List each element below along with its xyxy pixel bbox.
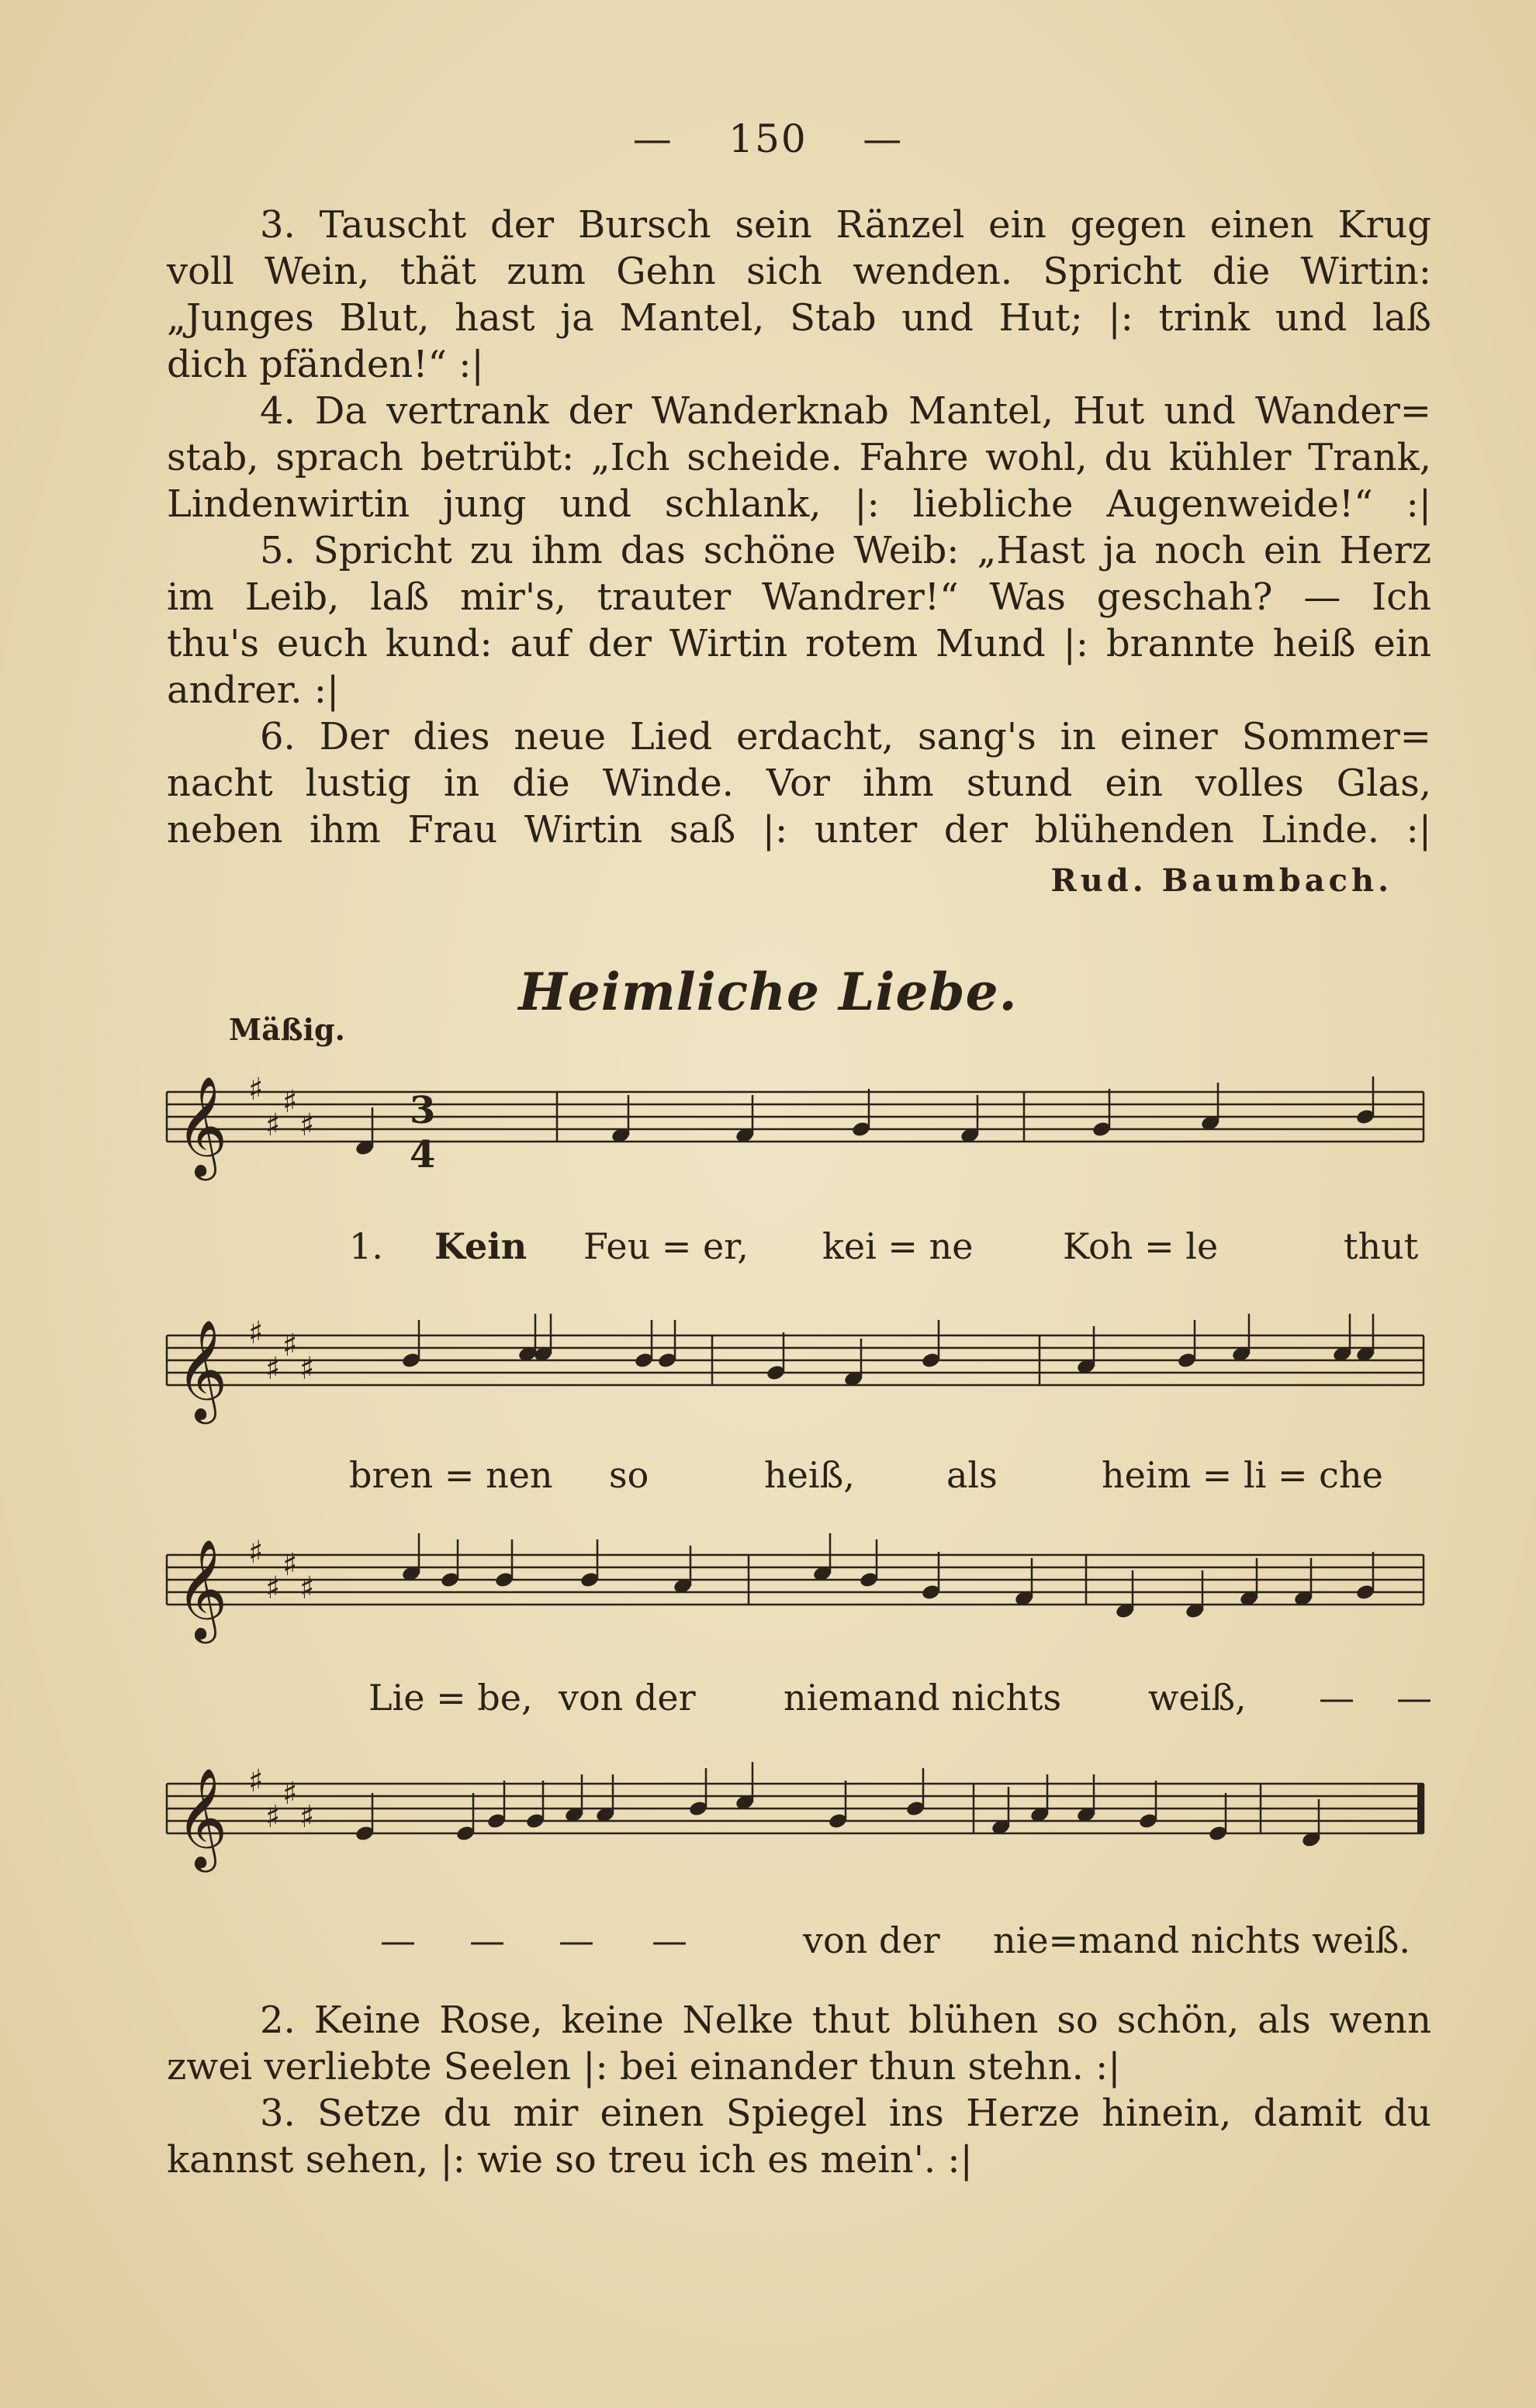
sharp-icon: ♯ (299, 1799, 315, 1835)
lyric-syllable: Koh = le (1063, 1225, 1219, 1267)
lyric-syllable: heiß, (764, 1454, 855, 1496)
verse-line: 6. Der dies neue Lied erdacht, sang's in einer Sommer= (260, 715, 1431, 758)
sharp-icon: ♯ (265, 1570, 281, 1606)
verse-line: andrer. :| (167, 669, 340, 712)
lyric-syllable: so (609, 1454, 649, 1496)
lyric-syllable: weiß, (1148, 1677, 1247, 1719)
treble-clef-icon: 𝄞 (176, 1539, 228, 1639)
verse-line: 4. Da vertrank der Wanderknab Mantel, Hut und Wander= (260, 389, 1431, 433)
verse-line: zwei verliebte Seelen |: bei einander thun stehn. :| (167, 2045, 1121, 2088)
page-number-value: 150 (728, 116, 808, 161)
verse-line: kannst sehen, |: wie so treu ich es mein'. :| (167, 2138, 973, 2182)
verse-line: „Junges Blut, hast ja Mantel, Stab und Hut; |: trink und laß (167, 296, 1431, 340)
tempo-marking: Mäßig. (229, 1012, 345, 1047)
lyric-syllable: Lie = be, (368, 1677, 533, 1719)
sharp-icon: ♯ (248, 1764, 264, 1799)
lyric-syllable: — (380, 1919, 416, 1961)
lyric-syllable: — (469, 1919, 505, 1961)
verse-line: 5. Spricht zu ihm das schöne Weib: „Hast ja noch ein Herz (260, 529, 1431, 572)
sharp-icon: ♯ (265, 1107, 281, 1143)
sharp-icon: ♯ (248, 1535, 264, 1570)
treble-clef-icon: 𝄞 (176, 1076, 228, 1176)
verse-line: stab, sprach betrübt: „Ich scheide. Fahre wohl, du kühler Trank, (167, 436, 1431, 479)
lyric-syllable: — (1396, 1677, 1432, 1719)
lyric-syllable: nie=mand nichts weiß. (993, 1919, 1410, 1961)
lyric-syllable: bren = nen (349, 1454, 553, 1496)
treble-clef-icon: 𝄞 (176, 1767, 228, 1868)
verse-line: 2. Keine Rose, keine Nelke thut blühen so schön, als wenn (260, 1999, 1431, 2042)
sharp-icon: ♯ (248, 1315, 264, 1351)
lyric-syllable: — (1319, 1677, 1354, 1719)
lyric-syllable: niemand nichts (784, 1677, 1062, 1719)
treble-clef-icon: 𝄞 (176, 1319, 228, 1420)
verse-line: 3. Setze du mir einen Spiegel ins Herze hinein, damit du (260, 2092, 1431, 2135)
sharp-icon: ♯ (282, 1084, 298, 1120)
time-signature-bottom: 4 (410, 1133, 436, 1176)
song-title: Heimliche Liebe. (518, 962, 1018, 1022)
sharp-icon: ♯ (299, 1107, 315, 1143)
lyric-syllable: thut (1344, 1225, 1419, 1267)
verse-line: neben ihm Frau Wirtin saß |: unter der blühenden Linde. :| (167, 808, 1431, 852)
lyric-syllable: — (652, 1919, 687, 1961)
sharp-icon: ♯ (282, 1328, 298, 1363)
sharp-icon: ♯ (299, 1351, 315, 1387)
lyric-syllable: heim = li = che (1102, 1454, 1383, 1496)
verse-line: thu's euch kund: auf der Wirtin rotem Mund |: brannte heiß ein (167, 622, 1431, 665)
lyric-syllable: — (559, 1919, 594, 1961)
lyric-syllable: Feu = er, (583, 1225, 749, 1267)
song-additional-verses (167, 1997, 1431, 2183)
page-number-dash-right: — (863, 116, 904, 161)
verse-line: Lindenwirtin jung und schlank, |: liebliche Augenweide!“ :| (167, 482, 1431, 526)
sharp-icon: ♯ (282, 1547, 298, 1583)
final-bar-line (1417, 1784, 1424, 1833)
verse-line: 3. Tauscht der Bursch sein Ränzel ein gegen einen Krug (260, 203, 1431, 247)
verse-line: voll Wein, thät zum Gehn sich wenden. Spricht die Wirtin: (167, 250, 1431, 293)
sharp-icon: ♯ (265, 1351, 281, 1387)
lyric-syllable: von der (803, 1919, 940, 1961)
lyric-syllable: Kein (434, 1225, 528, 1267)
verse-line: im Leib, laß mir's, trauter Wandrer!“ Was geschah? — Ich (167, 575, 1431, 619)
lyric-syllable: als (946, 1454, 998, 1496)
lyric-syllable: 1. (349, 1225, 383, 1267)
sharp-icon: ♯ (282, 1776, 298, 1812)
lyric-syllable: von der (559, 1677, 696, 1719)
sharp-icon: ♯ (248, 1072, 264, 1107)
sharp-icon: ♯ (299, 1570, 315, 1606)
verse-3-bottom (167, 2090, 1431, 2183)
time-signature-top: 3 (410, 1089, 436, 1132)
verse-line: nacht lustig in die Winde. Vor ihm stund ein volles Glas, (167, 762, 1431, 805)
verse-2 (167, 1997, 1431, 2090)
verse-line: dich pfänden!“ :| (167, 343, 484, 386)
sharp-icon: ♯ (265, 1799, 281, 1835)
author-credit: Rud. Baumbach. (1050, 862, 1392, 899)
page-number-dash-left: — (632, 116, 673, 161)
lyric-syllable: kei = ne (822, 1225, 974, 1267)
